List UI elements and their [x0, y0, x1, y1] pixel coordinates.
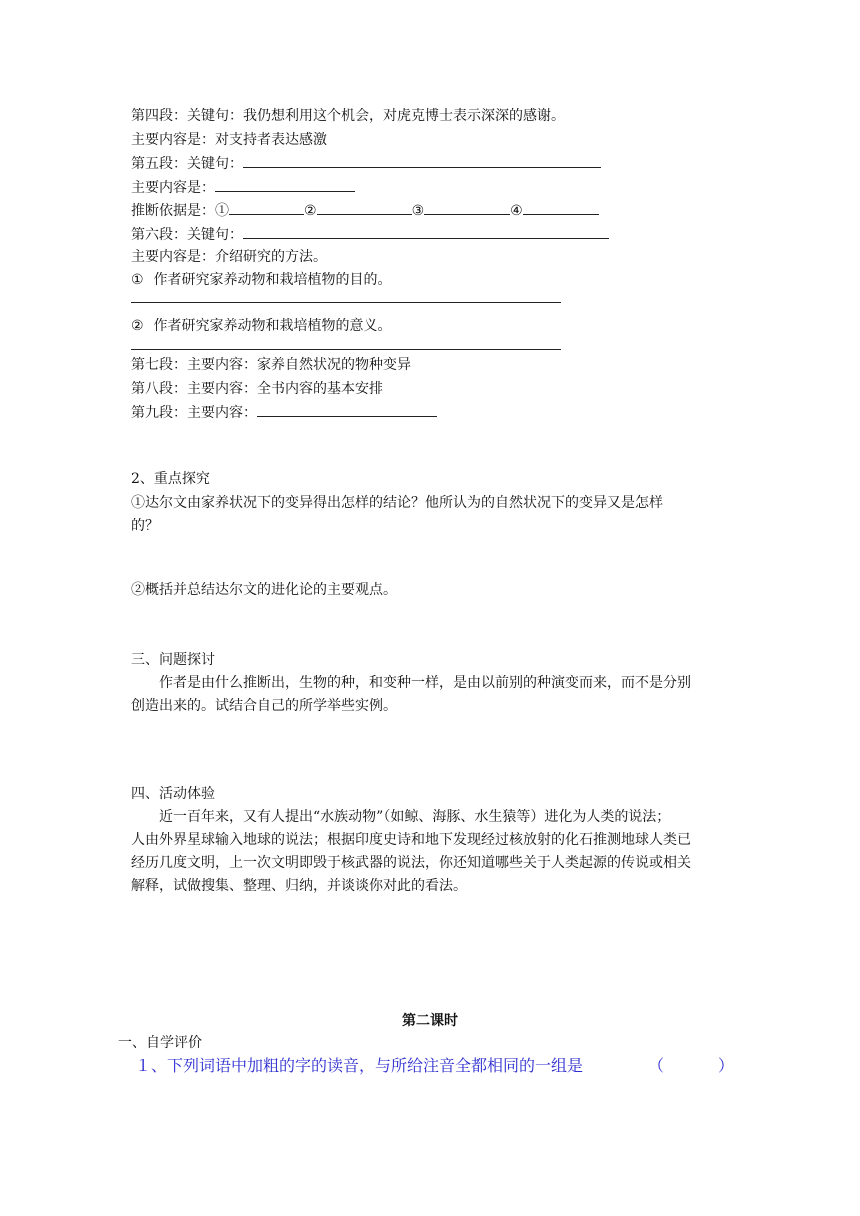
para8-content: 第八段：主要内容：全书内容的基本安排 [131, 381, 383, 397]
para6-label: 第六段：关键句： [131, 227, 243, 243]
para5-label: 第五段：关键句： [131, 156, 243, 172]
activity-heading: 四、活动体验 [131, 786, 215, 802]
basis-mark-3: ③ [411, 203, 425, 219]
purpose-answer-line[interactable] [131, 302, 561, 303]
activity-line2: 人由外界星球输入地球的说法；根据印度史诗和地下发现经过核放射的化石推测地球人类已 [131, 832, 691, 848]
basis-blank-2[interactable] [317, 200, 412, 215]
para5-blank[interactable] [243, 153, 601, 168]
significance-item [131, 316, 391, 336]
significance-marker: ② [131, 318, 144, 334]
para9-label: 第九段：主要内容： [131, 405, 257, 421]
basis-blank-4[interactable] [523, 200, 599, 215]
para5-content-blank[interactable] [215, 177, 355, 192]
para6-blank[interactable] [243, 224, 609, 239]
inquiry-q1-line1: ①达尔文由家养状况下的变异得出怎样的结论？他所认为的自然状况下的变异又是怎样 [131, 495, 663, 511]
basis-mark-4: ④ [510, 203, 523, 219]
para9-row [131, 402, 437, 423]
para4-main-content: 主要内容是：对支持者表达感激 [131, 132, 327, 148]
question-1-text: １、下列词语中加粗的字的读音，与所给注音全都相同的一组是 [135, 1056, 584, 1075]
para5-content-label: 主要内容是： [131, 180, 215, 196]
activity-line3: 经历几度文明，上一次文明即毁于核武器的说法，你还知道哪些关于人类起源的传说或相关 [131, 855, 691, 871]
discussion-line2: 创造出来的。试结合自己的所学举些实例。 [131, 698, 397, 714]
self-study-heading: 一、自学评价 [118, 1035, 202, 1051]
para7-content: 第七段：主要内容：家养自然状况的物种变异 [131, 357, 411, 373]
significance-answer-line[interactable] [131, 349, 561, 350]
purpose-text: 作者研究家养动物和栽培植物的目的。 [153, 272, 392, 288]
answer-paren-open: （ [648, 1056, 665, 1075]
para6-key-sentence-row [131, 224, 609, 245]
key-inquiry-heading: 2、重点探究 [131, 471, 210, 487]
answer-paren-close: ） [718, 1056, 735, 1075]
para9-blank[interactable] [257, 402, 437, 417]
para4-key-sentence: 第四段：关键句：我仍想利用这个机会，对虎克博士表示深深的感谢。 [131, 108, 565, 124]
basis-mark-2: ② [304, 203, 317, 219]
para5-content-row [131, 177, 355, 198]
basis-blank-3[interactable] [424, 200, 510, 215]
basis-blank-1[interactable] [229, 200, 304, 215]
significance-text: 作者研究家养动物和栽培植物的意义。 [153, 318, 392, 334]
activity-line1: 近一百年来，又有人提出“水族动物”（如鲸、海豚、水生猿等）进化为人类的说法； [159, 809, 671, 825]
para5-basis-row [131, 200, 599, 221]
para6-main-content: 主要内容是：介绍研究的方法。 [131, 249, 327, 265]
purpose-marker: ① [131, 272, 144, 288]
para5-key-sentence-row [131, 153, 601, 174]
activity-line4: 解释，试做搜集、整理、归纳，并谈谈你对此的看法。 [131, 878, 467, 894]
inquiry-q1-line2: 的？ [131, 518, 159, 534]
question-1 [135, 1055, 583, 1077]
discussion-line1: 作者是由什么推断出，生物的种，和变种一样，是由以前别的种演变而来，而不是分别 [159, 675, 691, 691]
discussion-heading: 三、问题探讨 [131, 652, 215, 668]
basis-mark-1: ① [215, 203, 229, 219]
lesson2-title: 第二课时 [402, 1013, 458, 1029]
purpose-item [131, 270, 391, 290]
inquiry-q2: ②概括并总结达尔文的进化论的主要观点。 [131, 582, 397, 598]
basis-label: 推断依据是： [131, 203, 215, 219]
